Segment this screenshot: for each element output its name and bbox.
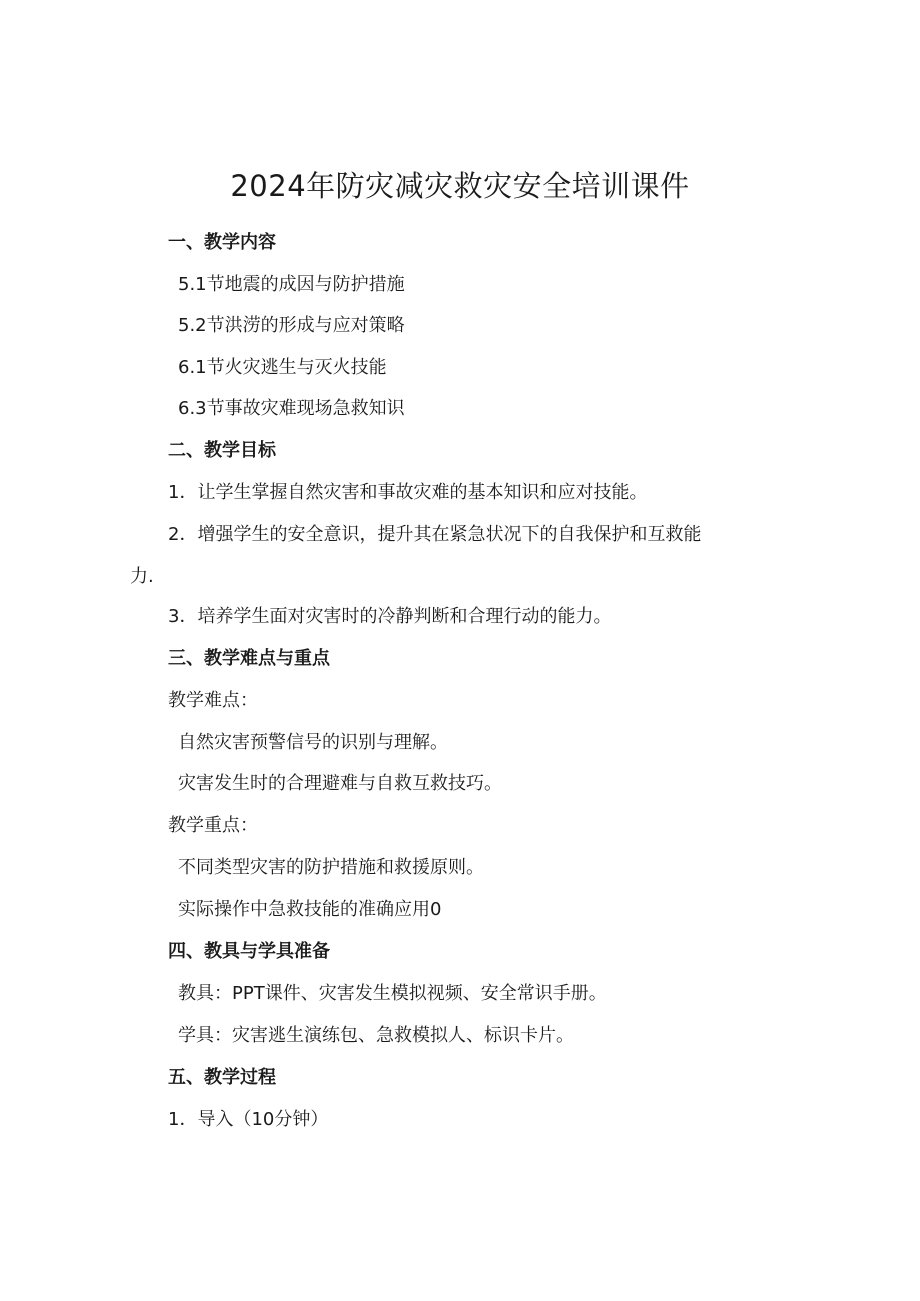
content-item: 5.2节洪涝的形成与应对策略 xyxy=(178,315,405,336)
goal-item-continuation: 力. xyxy=(130,566,154,587)
section-heading-teaching-goals: 二、教学目标 xyxy=(168,440,276,461)
section-heading-teaching-aids: 四、教具与学具准备 xyxy=(168,941,330,962)
teaching-aids-item: 教具：PPT课件、灾害发生模拟视频、安全常识手册。 xyxy=(178,983,607,1004)
learning-aids-item: 学具：灾害逃生演练包、急救模拟人、标识卡片。 xyxy=(178,1025,574,1046)
goal-item: 1．让学生掌握自然灾害和事故灾难的基本知识和应对技能。 xyxy=(168,482,648,503)
goal-item: 3．培养学生面对灾害时的冷静判断和合理行动的能力。 xyxy=(168,606,612,627)
section-heading-teaching-process: 五、教学过程 xyxy=(168,1067,276,1088)
key-item: 实际操作中急救技能的准确应用0 xyxy=(178,899,442,920)
difficulty-item: 灾害发生时的合理避难与自救互救技巧。 xyxy=(178,773,502,794)
key-item: 不同类型灾害的防护措施和救援原则。 xyxy=(178,857,484,878)
difficulty-label: 教学难点： xyxy=(168,690,258,711)
difficulty-item: 自然灾害预警信号的识别与理解。 xyxy=(178,732,448,753)
content-item: 6.1节火灾逃生与灭火技能 xyxy=(178,357,387,378)
section-heading-difficulties-and-keys: 三、教学难点与重点 xyxy=(168,648,330,669)
document-title: 2024年防灾减灾救灾安全培训课件 xyxy=(230,169,690,203)
content-item: 6.3节事故灾难现场急救知识 xyxy=(178,398,405,419)
key-label: 教学重点： xyxy=(168,815,258,836)
section-heading-teaching-content: 一、教学内容 xyxy=(168,232,276,253)
process-step: 1．导入（10分钟） xyxy=(168,1109,329,1130)
content-item: 5.1节地震的成因与防护措施 xyxy=(178,274,405,295)
goal-item: 2．增强学生的安全意识，提升其在紧急状况下的自我保护和互救能 xyxy=(168,524,702,545)
